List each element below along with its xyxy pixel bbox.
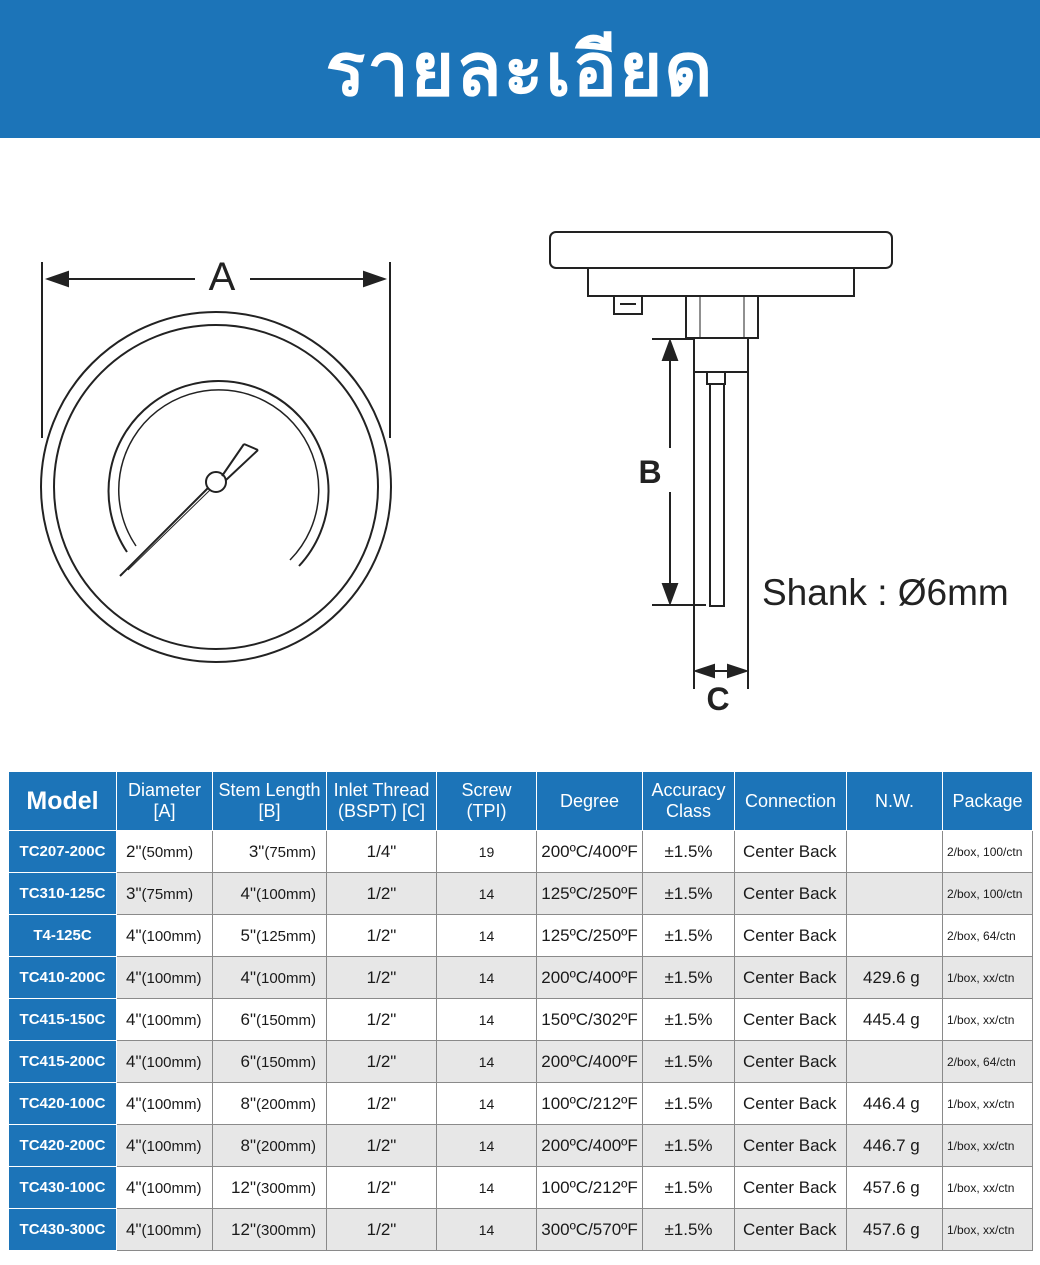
cell-diameter-mm: (100mm) <box>141 1179 202 1197</box>
cell-degree: 200ºC/400ºF <box>537 1125 643 1167</box>
side-view <box>550 232 892 689</box>
cell-degree: 300ºC/570ºF <box>537 1209 643 1251</box>
cell-thread: 1/2" <box>327 957 437 999</box>
cell-thread: 1/2" <box>327 915 437 957</box>
stem-collar <box>707 372 725 384</box>
cell-stem-length-mm: (150mm) <box>255 1011 316 1029</box>
table-row <box>9 957 1033 999</box>
cell-stem-length <box>213 873 327 915</box>
gauge-dial-arc-inner <box>119 390 319 560</box>
cell-degree: 200ºC/400ºF <box>537 957 643 999</box>
header-accuracy <box>643 772 735 831</box>
cell-nw <box>847 831 943 873</box>
cell-accuracy: ±1.5% <box>643 1209 735 1251</box>
header-accuracy-line1: Accuracy <box>651 780 726 800</box>
cell-connection: Center Back <box>735 1125 847 1167</box>
cell-diameter-mm: (100mm) <box>141 1221 202 1239</box>
cell-model: TC410-200C <box>9 957 117 999</box>
cell-stem-length <box>213 1083 327 1125</box>
cell-stem-length-inch: 8" <box>240 1093 256 1113</box>
dim-c-arrow-right <box>728 665 746 677</box>
cell-diameter-inch: 4" <box>126 1135 142 1155</box>
cell-stem-length-inch: 12" <box>231 1177 256 1197</box>
cell-thread: 1/2" <box>327 999 437 1041</box>
cell-nw: 429.6 g <box>847 957 943 999</box>
cell-model: TC420-200C <box>9 1125 117 1167</box>
cell-package: 2/box, 64/ctn <box>943 1041 1033 1083</box>
table-row <box>9 831 1033 873</box>
gauge-pointer-needle-2 <box>226 450 258 480</box>
cell-screw: 14 <box>437 1167 537 1209</box>
cell-accuracy: ±1.5% <box>643 999 735 1041</box>
cell-diameter-inch: 3" <box>126 883 142 903</box>
page-title: รายละเอียด <box>325 27 715 113</box>
cell-model: TC415-200C <box>9 1041 117 1083</box>
header-stem-line1: Stem Length <box>218 780 321 800</box>
cell-accuracy: ±1.5% <box>643 873 735 915</box>
header-diameter <box>117 772 213 831</box>
table-row <box>9 1167 1033 1209</box>
cell-stem-length <box>213 999 327 1041</box>
header-model: Model <box>9 772 117 831</box>
cell-diameter-mm: (100mm) <box>141 1053 202 1071</box>
cell-degree: 100ºC/212ºF <box>537 1167 643 1209</box>
cell-connection: Center Back <box>735 831 847 873</box>
cell-diameter-inch: 2" <box>126 841 142 861</box>
cell-stem-length-mm: (100mm) <box>255 969 316 987</box>
cell-accuracy: ±1.5% <box>643 831 735 873</box>
cell-stem-length-inch: 8" <box>240 1135 256 1155</box>
cell-diameter <box>117 915 213 957</box>
gauge-pointer-tail-2 <box>128 490 210 570</box>
gauge-head-top <box>550 232 892 268</box>
cell-stem-length-mm: (300mm) <box>255 1221 316 1239</box>
cell-model: TC430-100C <box>9 1167 117 1209</box>
cell-degree: 150ºC/302ºF <box>537 999 643 1041</box>
cell-model: TC430-300C <box>9 1209 117 1251</box>
title-banner <box>0 0 1040 138</box>
cell-accuracy: ±1.5% <box>643 1167 735 1209</box>
cell-accuracy: ±1.5% <box>643 1041 735 1083</box>
cell-thread: 1/2" <box>327 1041 437 1083</box>
cell-screw: 14 <box>437 873 537 915</box>
cell-stem-length-inch: 12" <box>231 1219 256 1239</box>
cell-model: T4-125C <box>9 915 117 957</box>
table-row <box>9 873 1033 915</box>
cell-diameter-mm: (100mm) <box>141 927 202 945</box>
cell-screw: 14 <box>437 1083 537 1125</box>
cell-stem-length-mm: (150mm) <box>255 1053 316 1071</box>
table-row <box>9 999 1033 1041</box>
cell-thread: 1/2" <box>327 1083 437 1125</box>
cell-stem-length-mm: (300mm) <box>255 1179 316 1197</box>
table-row <box>9 1083 1033 1125</box>
cell-diameter-inch: 4" <box>126 1177 142 1197</box>
cell-connection: Center Back <box>735 957 847 999</box>
cell-degree: 125ºC/250ºF <box>537 873 643 915</box>
cell-degree: 200ºC/400ºF <box>537 1041 643 1083</box>
cell-diameter-inch: 4" <box>126 1051 142 1071</box>
table-row <box>9 1041 1033 1083</box>
cell-stem-length <box>213 915 327 957</box>
cell-stem-length-mm: (75mm) <box>264 843 316 861</box>
cell-connection: Center Back <box>735 999 847 1041</box>
cell-stem-length <box>213 1167 327 1209</box>
header-thread-line1: Inlet Thread <box>333 780 430 800</box>
gauge-dial-arc-outer <box>109 381 329 566</box>
header-accuracy-line2: Class <box>665 801 711 821</box>
cell-nw: 457.6 g <box>847 1167 943 1209</box>
cell-diameter-mm: (100mm) <box>141 1095 202 1113</box>
cell-diameter <box>117 957 213 999</box>
header-row <box>9 772 1033 831</box>
cell-nw: 445.4 g <box>847 999 943 1041</box>
cell-diameter <box>117 1083 213 1125</box>
cell-diameter <box>117 1125 213 1167</box>
spec-table-body <box>9 831 1033 1251</box>
header-screw-line2: (TPI) <box>466 801 507 821</box>
cell-diameter-inch: 4" <box>126 967 142 987</box>
header-screw-line1: Screw <box>461 780 512 800</box>
cell-stem-length-mm: (125mm) <box>255 927 316 945</box>
cell-package: 1/box, xx/ctn <box>943 1083 1033 1125</box>
cell-screw: 19 <box>437 831 537 873</box>
cell-stem-length-mm: (100mm) <box>255 885 316 903</box>
cell-connection: Center Back <box>735 1209 847 1251</box>
cell-thread: 1/2" <box>327 873 437 915</box>
header-screw <box>437 772 537 831</box>
cell-screw: 14 <box>437 957 537 999</box>
gauge-pointer-tip <box>244 444 258 450</box>
cell-package: 2/box, 100/ctn <box>943 873 1033 915</box>
cell-stem-length-inch: 4" <box>240 967 256 987</box>
header-package: Package <box>943 772 1033 831</box>
cell-accuracy: ±1.5% <box>643 957 735 999</box>
cell-screw: 14 <box>437 1209 537 1251</box>
cell-stem-length <box>213 1041 327 1083</box>
cell-nw: 446.7 g <box>847 1125 943 1167</box>
header-degree: Degree <box>537 772 643 831</box>
dim-a-arrow-right <box>364 272 384 286</box>
thread-section <box>694 338 748 372</box>
cell-accuracy: ±1.5% <box>643 915 735 957</box>
cell-diameter-mm: (100mm) <box>141 1011 202 1029</box>
dim-b-arrow-bottom <box>663 584 677 603</box>
cell-diameter <box>117 831 213 873</box>
cell-screw: 14 <box>437 1125 537 1167</box>
cell-accuracy: ±1.5% <box>643 1083 735 1125</box>
hex-nut <box>686 296 758 338</box>
header-stem <box>213 772 327 831</box>
header-thread-line2: (BSPT) [C] <box>337 801 425 821</box>
header-nw: N.W. <box>847 772 943 831</box>
cell-diameter-inch: 4" <box>126 1009 142 1029</box>
cell-diameter-mm: (50mm) <box>141 843 194 861</box>
cell-degree: 100ºC/212ºF <box>537 1083 643 1125</box>
cell-diameter <box>117 1041 213 1083</box>
cell-nw <box>847 915 943 957</box>
shank-label: Shank : Ø6mm <box>762 572 1009 613</box>
cell-package: 1/box, xx/ctn <box>943 1125 1033 1167</box>
cell-screw: 14 <box>437 1041 537 1083</box>
cell-nw: 446.4 g <box>847 1083 943 1125</box>
label-c: C <box>706 681 730 717</box>
cell-stem-length-inch: 3" <box>248 841 265 861</box>
cell-package: 1/box, xx/ctn <box>943 1209 1033 1251</box>
cell-stem-length-inch: 6" <box>240 1009 256 1029</box>
cell-degree: 200ºC/400ºF <box>537 831 643 873</box>
table-row <box>9 1125 1033 1167</box>
dimension-drawing <box>0 138 1040 760</box>
cell-stem-length <box>213 1125 327 1167</box>
cell-connection: Center Back <box>735 873 847 915</box>
label-a: A <box>208 255 236 299</box>
cell-diameter <box>117 1209 213 1251</box>
cell-connection: Center Back <box>735 1083 847 1125</box>
cell-package: 1/box, xx/ctn <box>943 999 1033 1041</box>
cell-thread: 1/2" <box>327 1209 437 1251</box>
cell-stem-length-mm: (200mm) <box>255 1095 316 1113</box>
dim-a-arrow-left <box>48 272 68 286</box>
stem-shank <box>710 384 724 606</box>
cell-stem-length <box>213 1209 327 1251</box>
cell-diameter <box>117 873 213 915</box>
cell-model: TC420-100C <box>9 1083 117 1125</box>
gauge-bezel-outer <box>41 312 391 662</box>
cell-diameter <box>117 999 213 1041</box>
cell-stem-length-mm: (200mm) <box>255 1137 316 1155</box>
cell-connection: Center Back <box>735 1041 847 1083</box>
cell-diameter-inch: 4" <box>126 925 142 945</box>
cell-diameter-mm: (100mm) <box>141 1137 202 1155</box>
cell-stem-length-inch: 6" <box>240 1051 256 1071</box>
cell-model: TC207-200C <box>9 831 117 873</box>
header-diameter-line1: Diameter <box>127 780 202 800</box>
cell-screw: 14 <box>437 915 537 957</box>
cell-model: TC310-125C <box>9 873 117 915</box>
cell-stem-length-inch: 4" <box>240 883 256 903</box>
cell-model: TC415-150C <box>9 999 117 1041</box>
gauge-diagram <box>0 138 1040 760</box>
table-row <box>9 1209 1033 1251</box>
front-view <box>41 262 391 662</box>
cell-thread: 1/4" <box>327 831 437 873</box>
cell-stem-length-inch: 5" <box>240 925 256 945</box>
cell-package: 1/box, xx/ctn <box>943 957 1033 999</box>
cell-package: 2/box, 64/ctn <box>943 915 1033 957</box>
cell-nw <box>847 873 943 915</box>
cell-diameter-inch: 4" <box>126 1093 142 1113</box>
label-b: B <box>638 454 662 490</box>
gauge-pointer-needle <box>222 444 244 476</box>
cell-package: 2/box, 100/ctn <box>943 831 1033 873</box>
spec-table <box>8 771 1033 1251</box>
cell-stem-length <box>213 831 327 873</box>
header-thread <box>327 772 437 831</box>
cell-nw <box>847 1041 943 1083</box>
gauge-pointer-tail <box>120 488 208 576</box>
header-diameter-line2: [A] <box>153 801 176 821</box>
cell-diameter-mm: (100mm) <box>141 969 202 987</box>
header-stem-line2: [B] <box>258 801 281 821</box>
cell-degree: 125ºC/250ºF <box>537 915 643 957</box>
cell-screw: 14 <box>437 999 537 1041</box>
cell-connection: Center Back <box>735 1167 847 1209</box>
cell-stem-length <box>213 957 327 999</box>
cell-diameter-mm: (75mm) <box>141 885 194 903</box>
table-row <box>9 915 1033 957</box>
header-connection: Connection <box>735 772 847 831</box>
cell-accuracy: ±1.5% <box>643 1125 735 1167</box>
cell-diameter <box>117 1167 213 1209</box>
cell-thread: 1/2" <box>327 1125 437 1167</box>
cell-package: 1/box, xx/ctn <box>943 1167 1033 1209</box>
gauge-case-back <box>588 268 854 296</box>
cell-nw: 457.6 g <box>847 1209 943 1251</box>
spec-table-header <box>9 772 1033 831</box>
cell-diameter-inch: 4" <box>126 1219 142 1239</box>
dim-b-arrow-top <box>663 341 677 360</box>
dim-c-arrow-left <box>696 665 714 677</box>
cell-connection: Center Back <box>735 915 847 957</box>
cell-thread: 1/2" <box>327 1167 437 1209</box>
